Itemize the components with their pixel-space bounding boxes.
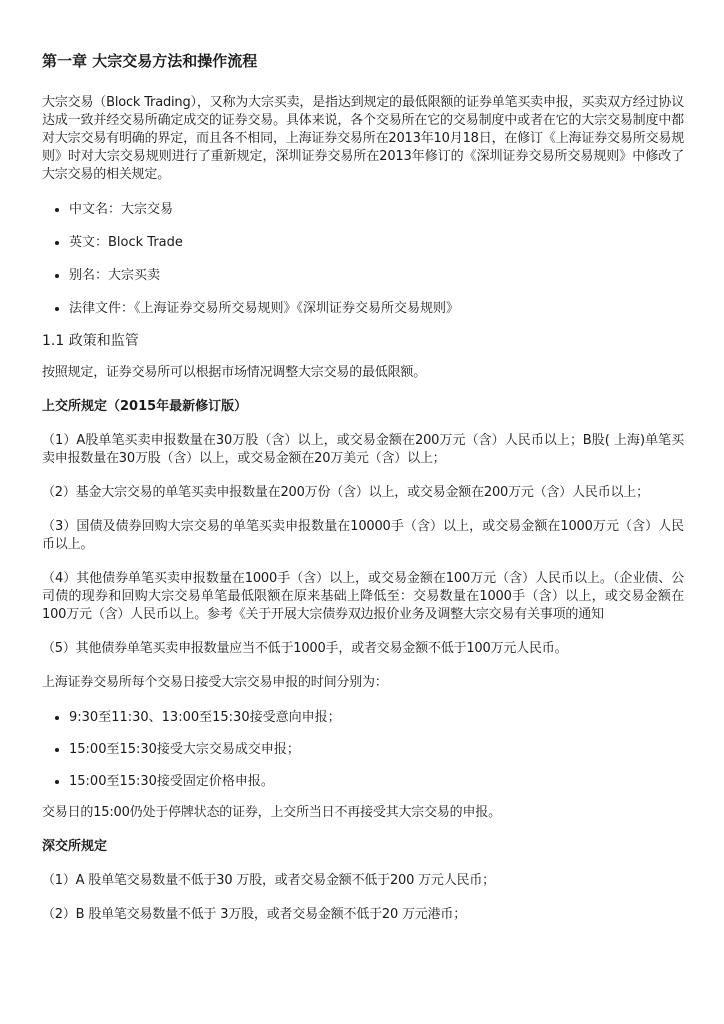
facts-list [42,200,684,318]
szse-rules-heading: 深交所规定 [42,839,108,854]
sse-suspension-note: 交易日的15:00仍处于停牌状态的证券，上交所当日不再接受其大宗交易的申报。 [42,805,501,820]
sse-rule-4: （4）其他债券单笔买卖申报数量在1000手（含）以上，或交易金额在100万元（含）人民币以上。（企业债、公司债的现券和回购大宗交易单笔最低限额在原来基础上降低至：交易数量在1000手（含）以上，或交易金额在100万元（含）人民币以上。参考《关于开展大宗债券双边报价业务及调整大宗交易有关事项的通知 [42,571,684,622]
sse-times-list [42,708,684,791]
section-title-policy: 1.1 政策和监管 [42,333,139,349]
time-item: • 9:30至11:30、13:00至15:30接受意向申报； [69,708,684,727]
fact-item: • 英文：Block Trade [69,233,684,252]
time-item: • 15:00至15:30接受大宗交易成交申报； [69,740,684,759]
sse-rule-3: （3）国债及债券回购大宗交易的单笔买卖申报数量在10000手（含）以上，或交易金额在1000万元（含）人民币以上。 [42,519,684,552]
szse-rule-2: （2）B 股单笔交易数量不低于 3万股，或者交易金额不低于20 万元港币； [42,907,466,922]
time-item: • 15:00至15:30接受固定价格申报。 [69,772,684,791]
sse-rule-5: （5）其他债券单笔买卖申报数量应当不低于1000手，或者交易金额不低于100万元人民币。 [42,641,568,656]
policy-paragraph: 按照规定，证券交易所可以根据市场情况调整大宗交易的最低限额。 [42,365,427,380]
fact-item: • 别名：大宗买卖 [69,266,684,285]
sse-rule-1: （1）A股单笔买卖申报数量在30万股（含）以上，或交易金额在200万元（含）人民币以上；B股( 上海)单笔买卖申报数量在30万股（含）以上，或交易金额在20万美元（含）以上； [42,433,684,466]
sse-time-intro: 上海证券交易所每个交易日接受大宗交易申报的时间分别为： [42,675,388,690]
fact-item: • 中文名：大宗交易 [69,200,684,219]
chapter-heading: 第一章 大宗交易方法和操作流程 [42,52,258,70]
szse-rule-1: （1）A 股单笔交易数量不低于30 万股，或者交易金额不低于200 万元人民币； [42,873,495,888]
sse-rule-2: （2）基金大宗交易的单笔买卖申报数量在200万份（含）以上，或交易金额在200万元（含）人民币以上； [42,485,649,500]
intro-paragraph: 大宗交易（Block Trading），又称为大宗买卖，是指达到规定的最低限额的证券单笔买卖申报，买卖双方经过协议达成一致并经交易所确定成交的证券交易。具体来说，各个交易所在它的交易制度中或者在它的大宗交易制度中都对大宗交易有明确的界定，而且各不相同，上海证券交易所在2013年10月18日，在修订《上海证券交易所交易规则》时对大宗交易规则进行了重新规定，深圳证券交易所在2013年修订的《深圳证券交易所交易规则》中修改了大宗交易的相关规定。 [42,95,684,182]
sse-rules-heading: 上交所规定（2015年最新修订版） [42,399,248,414]
fact-item: • 法律文件：《上海证券交易所交易规则》《深圳证券交易所交易规则》 [69,299,684,318]
